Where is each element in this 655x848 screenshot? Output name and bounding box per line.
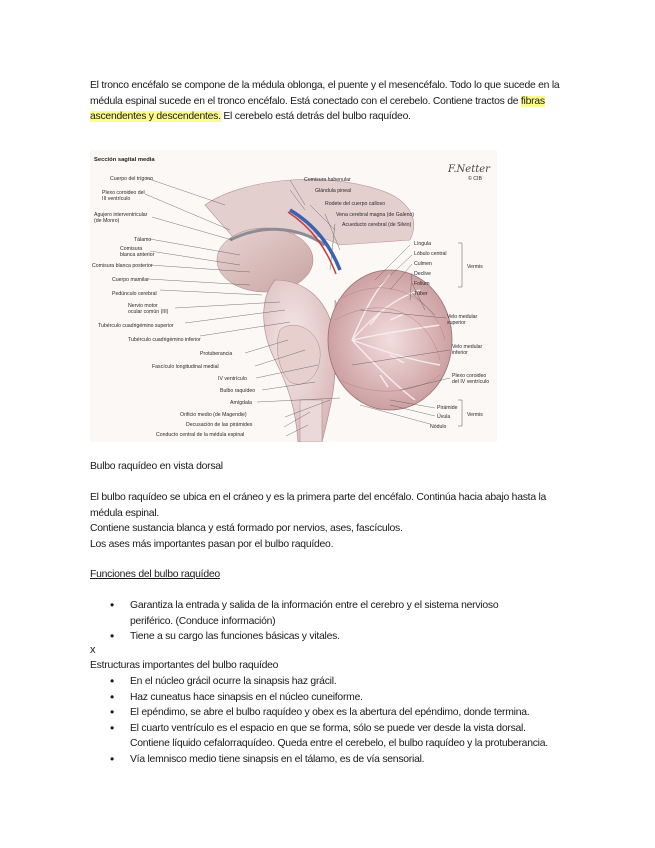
label-nodulo: Nódulo (430, 424, 447, 430)
label-folium: Folium (414, 281, 430, 287)
label-iv-ventriculo: IV ventrículo (218, 376, 247, 382)
label-culmen: Culmen (414, 261, 432, 267)
label-comisura-2: blanca anterior (120, 252, 155, 258)
list-item (110, 751, 560, 768)
intro-paragraph (90, 78, 565, 125)
list-item (110, 598, 530, 629)
function-item-1: Garantiza la entrada y salida de la información entre el cerebro y el sistema nervioso periférico. (Conduce información) (130, 600, 499, 627)
description-line-3: Los ases más importantes pasan por el bulbo raquídeo. (90, 539, 334, 550)
label-nervio-1: Nervio motor (128, 303, 158, 309)
structure-item-4: El cuarto ventrículo es el espacio en que se forma, sólo se puede ver desde la vista dorsal. Contiene líquido cefalorraquídeo. Queda entre el cerebelo, el bulbo raquídeo y la protuberancia. (130, 722, 548, 749)
label-comisura-posterior: Comisura blanca posterior (92, 263, 153, 269)
label-acueducto: Acueducto cerebral (de Silvio) (342, 222, 412, 228)
label-glandula-pineal: Glándula pineal (315, 188, 352, 194)
label-plexo-iv-1: Plexo coroideo (452, 373, 487, 379)
label-bulbo: Bulbo raquídeo (220, 388, 256, 394)
label-cuerpo-trigono: Cuerpo del trígono (110, 176, 153, 182)
label-conducto: Conducto central de la médula espinal (156, 432, 245, 438)
x-mark: x (90, 644, 96, 656)
artist-signature: F.Netter (448, 164, 490, 175)
label-tuberculo-inferior: Tubérculo cuadrigémino inferior (128, 337, 201, 343)
label-nervio-2: ocular común (III) (128, 309, 169, 315)
functions-list (110, 598, 530, 645)
label-agujero-1: Agujero interventricular (94, 212, 148, 218)
label-plexo-coroideo-1: Plexo coroideo del (102, 190, 145, 196)
label-vena-galeno: Vena cerebral magna (de Galeno) (336, 212, 415, 218)
bullet-icon: • (110, 720, 114, 735)
bullet-icon: • (110, 751, 114, 766)
structures-title: Estructuras importantes del bulbo raquídeo (90, 660, 279, 671)
label-velo-inferior-1: Velo medular (452, 344, 483, 350)
label-protuberancia: Protuberancia (200, 351, 233, 357)
list-item (110, 720, 560, 752)
list-item (110, 674, 560, 690)
structures-list (110, 674, 560, 767)
label-fasciculo: Fascículo longitudinal medial (152, 364, 219, 370)
structure-item-3: El epéndimo, se abre el bulbo raquídeo y obex es la abertura del epéndimo, donde termina. (130, 707, 530, 718)
label-rodete: Rodete del cuerpo calloso (325, 201, 385, 207)
bullet-icon: • (110, 705, 114, 719)
intro-text-2: El cerebelo está detrás del bulbo raquídeo. (220, 111, 411, 122)
label-plexo-coroideo-2: III ventrículo (102, 196, 131, 202)
functions-title-text: Funciones del bulbo raquídeo (90, 569, 220, 580)
bullet-icon: • (110, 629, 114, 643)
label-uvula: Úvula (437, 414, 451, 420)
section-title: Bulbo raquídeo en vista dorsal (90, 461, 223, 472)
signature-sub: © CIB (468, 176, 482, 182)
label-velo-superior-2: superior (447, 320, 466, 326)
label-decusacion: Decusación de las pirámides (186, 422, 253, 428)
label-plexo-iv-2: del IV ventrículo (452, 379, 490, 385)
label-declive: Declive (414, 271, 432, 277)
label-cuerpo-mamilar: Cuerpo mamilar (112, 277, 149, 283)
brain-sagittal-illustration (90, 150, 497, 442)
label-velo-inferior-2: inferior (452, 350, 468, 356)
label-piramide: Pirámide (437, 405, 458, 411)
label-vermis-upper: Vermis (467, 264, 483, 270)
label-lingula: Língula (414, 241, 432, 247)
label-velo-superior-1: Velo medular (447, 314, 478, 320)
list-item (110, 629, 530, 645)
label-talamo: Tálamo (134, 237, 152, 243)
functions-title (90, 567, 565, 583)
structure-item-1: En el núcleo grácil ocurre la sinapsis haz grácil. (130, 676, 337, 687)
structure-item-2: Haz cuneatus hace sinapsis en el núcleo cuneiforme. (130, 691, 363, 703)
label-orificio: Orificio medio (de Magendie) (180, 412, 247, 418)
highlighted-text: fibras ascendentes y descendentes. (90, 95, 545, 122)
label-tuberculo-superior: Tubérculo cuadrigémino superior (98, 323, 174, 329)
label-lobulo-central: Lóbulo central (414, 251, 447, 257)
label-agujero-2: (de Monro) (94, 218, 120, 224)
figure-heading: Sección sagital media (94, 157, 155, 163)
anatomy-drawing (90, 150, 497, 442)
list-item (110, 689, 560, 706)
label-vermis-lower: Vermis (467, 412, 483, 418)
label-comisura-1: Comisura (120, 246, 143, 252)
label-amigdala: Amígdala (230, 400, 252, 406)
label-tuber: Túber (414, 291, 428, 297)
intro-text-1: El tronco encéfalo se compone de la médula oblonga, el puente y el mesencéfalo. Todo lo que sucede en la médula espinal sucede en el tronco encéfalo. Está conectado con el cerebelo. Contiene tractos de (90, 80, 560, 107)
list-item (110, 705, 560, 721)
structure-item-5: Vía lemnisco medio tiene sinapsis en el tálamo, es de vía sensorial. (130, 753, 425, 765)
bullet-icon: • (110, 674, 114, 688)
description-line-2: Contiene sustancia blanca y está formado por nervios, ases, fascículos. (90, 523, 403, 534)
function-item-2: Tiene a su cargo las funciones básicas y vitales. (130, 631, 340, 642)
label-pedunculo: Pedúnculo cerebral (112, 291, 157, 297)
bullet-icon: • (110, 598, 114, 612)
description-line-1: El bulbo raquídeo se ubica en el cráneo y es la primera parte del encéfalo. Continúa hacia abajo hasta la médula espinal. (90, 492, 547, 519)
label-comisura-habenular: Comisura habenular (304, 177, 351, 183)
bullet-icon: • (110, 689, 114, 704)
